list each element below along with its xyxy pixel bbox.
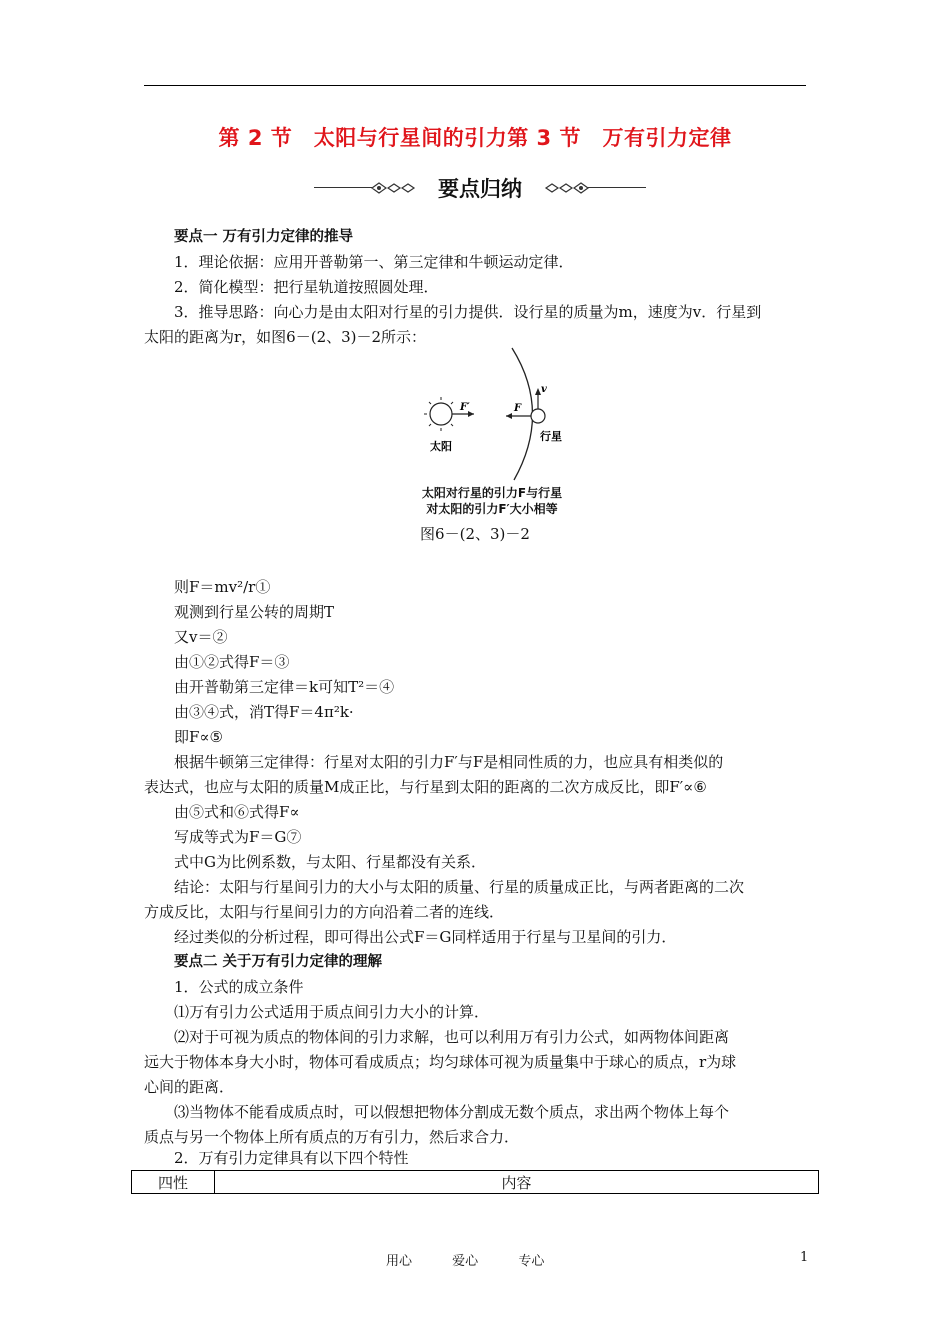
conclusion-line1: 结论：太阳与行星间引力的大小与太阳的质量、行星的质量成正比，与两者距离的二次 xyxy=(174,878,745,896)
section-banner xyxy=(300,170,660,204)
figure-caption-line2: 对太阳的引力F′大小相等 xyxy=(426,502,558,516)
point2-item2: 2．万有引力定律具有以下四个特性 xyxy=(174,1149,409,1167)
figure-caption xyxy=(402,485,582,517)
newton3-line1: 根据牛顿第三定律得：行星对太阳的引力F′与F是相同性质的力，也应具有相类似的 xyxy=(174,753,724,771)
planet-icon xyxy=(531,409,545,423)
diamond-ornament-right xyxy=(540,181,590,195)
point2-sub2-line3: 心间的距离． xyxy=(144,1078,235,1096)
table-header-col1: 四性 xyxy=(132,1171,215,1194)
equation-line: 写成等式为F＝G⑦ xyxy=(174,828,302,846)
point1-item3-line1: 3．推导思路：向心力是由太阳对行星的引力提供．设行星的质量为m，速度为v．行星到 xyxy=(174,303,762,321)
point1-item2: 2．简化模型：把行星轨道按照圆处理． xyxy=(174,278,439,296)
point2-sub3-line2: 质点与另一个物体上所有质点的万有引力，然后求合力． xyxy=(144,1128,520,1146)
page-footer xyxy=(386,1250,580,1269)
table-header-col2: 内容 xyxy=(215,1171,819,1194)
point2-sub2-line1: ⑵对于可视为质点的物体间的引力求解，也可以利用万有引力公式，如两物体间距离 xyxy=(174,1028,730,1046)
derivation-line-3: 又v＝② xyxy=(174,628,228,646)
g-note: 式中G为比例系数，与太阳、行星都没有关系． xyxy=(174,853,486,871)
derivation-line-7: 即F∝⑤ xyxy=(174,728,224,746)
table-header-row xyxy=(132,1171,819,1194)
point1-heading: 要点一 万有引力定律的推导 xyxy=(174,229,354,245)
properties-table xyxy=(131,1170,819,1194)
point2-sub3-line1: ⑶当物体不能看成质点时，可以假想把物体分割成无数个质点，求出两个物体上每个 xyxy=(174,1103,730,1121)
footer-text-1: 用心 xyxy=(386,1254,413,1269)
velocity-label: v xyxy=(541,384,547,395)
combine-line: 由⑤式和⑥式得F∝ xyxy=(174,803,300,821)
page-number: 1 xyxy=(800,1250,809,1265)
header-rule xyxy=(144,85,806,86)
point2-sub1: ⑴万有引力公式适用于质点间引力大小的计算． xyxy=(174,1003,490,1021)
force-label-sun: F′ xyxy=(460,402,470,413)
banner-line-right xyxy=(588,187,646,188)
point2-item1: 1．公式的成立条件 xyxy=(174,978,304,996)
point2-sub2-line2: 远大于物体本身大小时，物体可看成质点；均匀球体可视为质量集中于球心的质点，r为球 xyxy=(144,1053,737,1071)
point1-item1: 1．理论依据：应用开普勒第一、第三定律和牛顿运动定律． xyxy=(174,253,574,271)
conclusion-line2: 方成反比，太阳与行星间引力的方向沿着二者的连线． xyxy=(144,903,505,921)
figure-label: 图6－(2、3)－2 xyxy=(420,525,530,543)
similar-line: 经过类似的分析过程，即可得出公式F＝G同样适用于行星与卫星间的引力． xyxy=(174,928,677,946)
point2-heading: 要点二 关于万有引力定律的理解 xyxy=(174,954,383,970)
derivation-line-4: 由①②式得F＝③ xyxy=(174,653,290,671)
derivation-line-5: 由开普勒第三定律＝k可知T²＝④ xyxy=(174,678,395,696)
derivation-line-1: 则F＝mv²/r① xyxy=(174,578,271,596)
figure-caption-line1: 太阳对行星的引力F与行星 xyxy=(421,486,563,500)
footer-text-3: 专心 xyxy=(518,1254,545,1269)
footer-text-2: 爱心 xyxy=(452,1254,479,1269)
force-label-planet: F xyxy=(514,403,522,414)
derivation-line-2: 观测到行星公转的周期T xyxy=(174,603,335,621)
point1-item3-line2: 太阳的距离为r，如图6－(2、3)－2所示： xyxy=(144,328,427,346)
planet-label: 行星 xyxy=(540,430,562,443)
page-title: 第 2 节 太阳与行星间的引力第 3 节 万有引力定律 xyxy=(218,126,732,150)
section-heading: 要点归纳 xyxy=(438,177,522,201)
derivation-line-6: 由③④式，消T得F＝4π²k· xyxy=(174,703,354,721)
newton3-line2: 表达式，也应与太阳的质量M成正比，与行星到太阳的距离的二次方成反比，即F′∝⑥ xyxy=(144,778,707,796)
sun-label: 太阳 xyxy=(430,440,452,453)
